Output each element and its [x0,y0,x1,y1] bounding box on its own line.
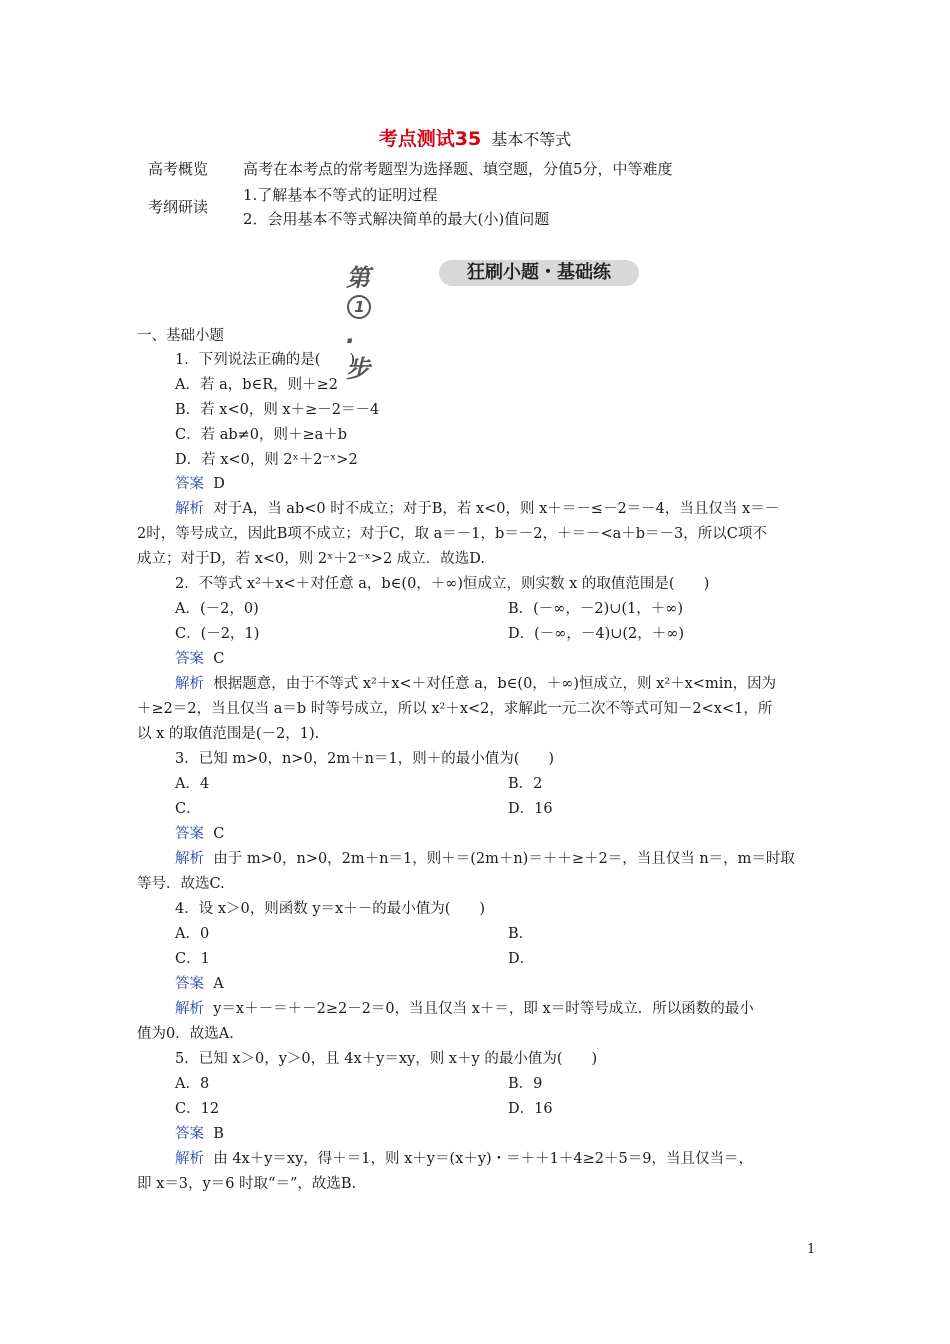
q2-analysis-line-3: 以 x 的取值范围是(－2，1). [137,726,320,742]
analysis-label: 解析 [175,676,204,692]
q2-option-c: C．(－2，1) [175,626,260,642]
analysis-text: 由于 m>0，n>0，2m＋n＝1，则＋＝(2m＋n)＝＋＋≥＋2＝，当且仅当 n＝，m＝时取 [213,851,795,867]
q5-analysis-line-1 [175,1147,753,1168]
q3-stem: 3．已知 m>0，n>0，2m＋n＝1，则＋的最小值为( ) [175,751,555,767]
q1-option-c: C．若 ab≠0，则＋≥a＋b [175,427,348,443]
overview-text: 高考在本考点的常考题型为选择题、填空题，分值5分，中等难度 [243,160,673,178]
outline-label: 考纲研读 [148,198,209,216]
q3-analysis-line-1 [175,847,795,868]
q1-answer [175,472,225,493]
q2-analysis-line-1 [175,672,776,693]
q4-analysis-line-2: 值为0．故选A. [137,1026,234,1042]
analysis-label: 解析 [175,851,204,867]
analysis-text: 根据题意，由于不等式 x²＋x<＋对任意 a，b∈(0，＋∞)恒成立，则 x²＋x<min，因为 [213,676,777,692]
test-title: 考点测试35 [378,128,482,150]
step-pill: 狂刷小题・基础练 [439,260,639,286]
q4-option-a: A．0 [175,926,210,942]
topic-title: 基本不等式 [491,130,572,149]
q1-stem: 1．下列说法正确的是( ) [175,352,356,368]
analysis-text: y＝x＋－＝＋－2≥2－2＝0，当且仅当 x＋＝，即 x＝时等号成立．所以函数的最小 [213,1001,754,1017]
q2-option-b: B．(－∞，－2)∪(1，＋∞) [508,601,684,617]
q4-option-c: C．1 [175,951,210,967]
q4-stem: 4．设 x＞0，则函数 y＝x＋－的最小值为( ) [175,901,486,917]
q4-option-b: B． [508,926,534,942]
q4-option-d: D． [508,951,535,967]
answer-label: 答案 [175,976,204,992]
q1-analysis-line-3: 成立；对于D，若 x<0，则 2ˣ＋2⁻ˣ>2 成立．故选D. [137,551,485,567]
q3-option-a: A．4 [175,776,210,792]
q4-answer [175,972,224,993]
q5-analysis-line-2: 即 x＝3，y＝6 时取“＝”，故选B. [137,1176,357,1192]
q5-option-d: D．16 [508,1101,553,1117]
q3-option-b: B．2 [508,776,543,792]
q1-option-b: B．若 x<0，则 x＋≥－2＝－4 [175,402,380,418]
step-number-circle: 1 [347,295,371,319]
q1-analysis-line-2: 2时，等号成立，因此B项不成立；对于C，取 a＝－1，b＝－2，＋＝－<a＋b＝－3，所以C项不 [137,526,767,542]
q3-option-d: D．16 [508,801,553,817]
analysis-label: 解析 [175,501,204,517]
page-number: 1 [807,1242,816,1257]
analysis-label: 解析 [175,1151,204,1167]
answer-value: C [213,826,225,842]
answer-label: 答案 [175,826,204,842]
answer-label: 答案 [175,1126,204,1142]
q5-stem: 5．已知 x＞0，y＞0，且 4x＋y＝xy，则 x＋y 的最小值为( ) [175,1051,598,1067]
q5-answer [175,1122,224,1143]
q5-option-a: A．8 [175,1076,210,1092]
q1-option-a: A．若 a，b∈R，则＋≥2 [175,377,339,393]
answer-value: C [213,651,225,667]
outline-item-2: 2．会用基本不等式解决简单的最大(小)值问题 [243,210,550,228]
analysis-text: 由 4x＋y＝xy，得＋＝1，则 x＋y＝(x＋y)・＝＋＋1＋4≥2＋5＝9，当且仅当＝， [213,1151,753,1167]
section-heading: 一、基础小题 [137,328,224,344]
step-suffix: .步 [346,321,369,383]
q3-answer [175,822,224,843]
q2-option-d: D．(－∞，－4)∪(2，＋∞) [508,626,685,642]
analysis-text: 对于A，当 ab<0 时不成立；对于B，若 x<0，则 x＋＝－≤－2＝－4，当且仅当 x＝－ [213,501,780,517]
answer-value: D [213,476,225,492]
q5-option-b: B．9 [508,1076,543,1092]
q2-answer [175,647,224,668]
q2-analysis-line-2: ＋≥2＝2，当且仅当 a＝b 时等号成立，所以 x²＋x<2，求解此一元二次不等式可知－2<x<1，所 [137,701,773,717]
analysis-label: 解析 [175,1001,204,1017]
document-title [0,124,950,151]
q3-option-c: C． [175,801,201,817]
q1-option-d: D．若 x<0，则 2ˣ＋2⁻ˣ>2 [175,452,358,468]
q2-option-a: A．(－2，0) [175,601,259,617]
step-prefix: 第 [346,264,369,292]
q4-analysis-line-1 [175,997,754,1018]
answer-label: 答案 [175,651,204,667]
q2-stem: 2．不等式 x²＋x<＋对任意 a，b∈(0，＋∞)恒成立，则实数 x 的取值范围是( ) [175,576,710,592]
answer-value: B [213,1126,224,1142]
outline-item-1: 1.了解基本不等式的证明过程 [243,186,438,204]
q5-option-c: C．12 [175,1101,220,1117]
q1-analysis-line-1 [175,497,779,518]
overview-label: 高考概览 [148,160,209,178]
answer-label: 答案 [175,476,204,492]
answer-value: A [213,976,224,992]
q3-analysis-line-2: 等号．故选C. [137,876,225,892]
